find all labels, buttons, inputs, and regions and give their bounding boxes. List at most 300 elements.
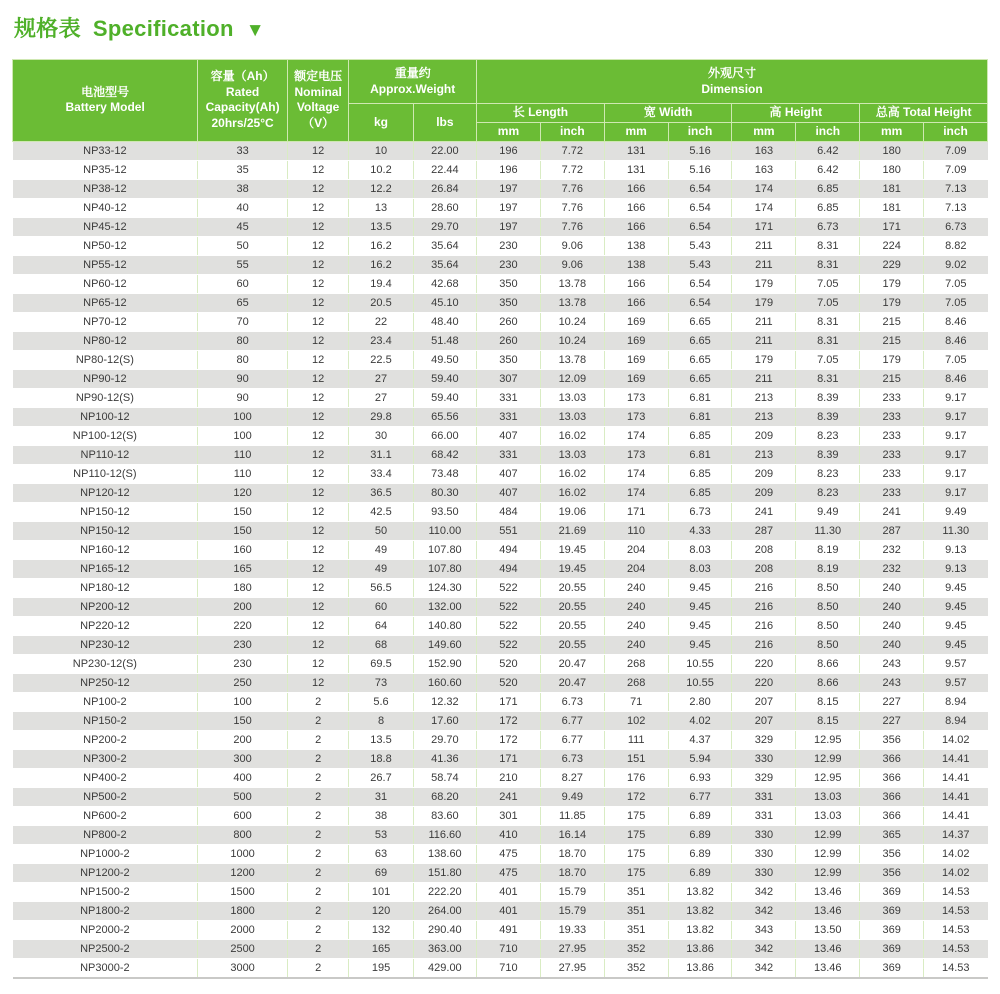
cell-width-inch: 6.54 — [668, 179, 732, 198]
cell-weight-lbs: 110.00 — [413, 521, 476, 540]
cell-height-inch: 8.31 — [796, 369, 860, 388]
cell-width-inch: 5.94 — [668, 749, 732, 768]
cell-weight-kg: 101 — [349, 882, 413, 901]
cell-total-height-inch: 14.02 — [924, 730, 988, 749]
cell-weight-lbs: 49.50 — [413, 350, 476, 369]
cell-voltage-v: 12 — [287, 616, 348, 635]
cell-model: NP100-2 — [13, 692, 198, 711]
cell-weight-kg: 68 — [349, 635, 413, 654]
header-length-inch: inch — [540, 123, 604, 142]
table-row — [13, 768, 988, 787]
cell-total-height-inch: 14.41 — [924, 768, 988, 787]
cell-height-inch: 8.31 — [796, 312, 860, 331]
cell-width-inch: 13.82 — [668, 882, 732, 901]
cell-width-inch: 6.65 — [668, 331, 732, 350]
cell-weight-lbs: 290.40 — [413, 920, 476, 939]
cell-capacity-ah: 45 — [198, 217, 288, 236]
table-row — [13, 597, 988, 616]
cell-length-inch: 19.45 — [540, 540, 604, 559]
cell-width-inch: 9.45 — [668, 578, 732, 597]
cell-capacity-ah: 160 — [198, 540, 288, 559]
cell-width-inch: 10.55 — [668, 654, 732, 673]
cell-width-mm: 240 — [604, 635, 668, 654]
cell-length-mm: 230 — [477, 255, 541, 274]
cell-total-height-inch: 8.94 — [924, 692, 988, 711]
cell-total-height-inch: 9.45 — [924, 578, 988, 597]
cell-height-inch: 7.05 — [796, 350, 860, 369]
table-row — [13, 350, 988, 369]
cell-voltage-v: 2 — [287, 958, 348, 978]
cell-height-mm: 216 — [732, 616, 796, 635]
cell-voltage-v: 2 — [287, 939, 348, 958]
cell-length-mm: 475 — [477, 844, 541, 863]
cell-total-height-mm: 233 — [860, 464, 924, 483]
cell-length-inch: 13.78 — [540, 350, 604, 369]
header-weight-lbs: lbs — [413, 104, 476, 142]
cell-length-mm: 350 — [477, 350, 541, 369]
cell-width-inch: 9.45 — [668, 597, 732, 616]
cell-height-mm: 216 — [732, 578, 796, 597]
cell-length-inch: 8.27 — [540, 768, 604, 787]
cell-length-mm: 491 — [477, 920, 541, 939]
cell-capacity-ah: 110 — [198, 464, 288, 483]
cell-width-mm: 173 — [604, 407, 668, 426]
cell-weight-lbs: 116.60 — [413, 825, 476, 844]
cell-model: NP90-12 — [13, 369, 198, 388]
cell-model: NP50-12 — [13, 236, 198, 255]
cell-width-inch: 6.81 — [668, 388, 732, 407]
cell-height-mm: 179 — [732, 350, 796, 369]
cell-height-inch: 12.99 — [796, 844, 860, 863]
cell-total-height-inch: 6.73 — [924, 217, 988, 236]
cell-width-mm: 352 — [604, 939, 668, 958]
cell-model: NP80-12 — [13, 331, 198, 350]
table-row — [13, 578, 988, 597]
cell-voltage-v: 2 — [287, 749, 348, 768]
cell-total-height-inch: 14.53 — [924, 958, 988, 978]
cell-weight-lbs: 22.00 — [413, 141, 476, 160]
header-length: 长 Length — [477, 104, 605, 123]
cell-height-inch: 13.46 — [796, 882, 860, 901]
cell-length-mm: 331 — [477, 445, 541, 464]
cell-weight-kg: 27 — [349, 388, 413, 407]
cell-height-mm: 211 — [732, 369, 796, 388]
cell-weight-lbs: 132.00 — [413, 597, 476, 616]
cell-length-mm: 484 — [477, 502, 541, 521]
cell-width-mm: 171 — [604, 502, 668, 521]
page-title-en: Specification — [92, 16, 234, 41]
cell-voltage-v: 12 — [287, 312, 348, 331]
cell-weight-kg: 49 — [349, 540, 413, 559]
cell-total-height-inch: 9.17 — [924, 445, 988, 464]
cell-capacity-ah: 110 — [198, 445, 288, 464]
cell-total-height-mm: 369 — [860, 901, 924, 920]
cell-width-inch: 4.33 — [668, 521, 732, 540]
cell-length-mm: 230 — [477, 236, 541, 255]
cell-weight-lbs: 58.74 — [413, 768, 476, 787]
cell-total-height-inch: 8.46 — [924, 331, 988, 350]
cell-total-height-inch: 7.05 — [924, 350, 988, 369]
cell-total-height-mm: 233 — [860, 426, 924, 445]
cell-length-mm: 522 — [477, 578, 541, 597]
cell-width-mm: 176 — [604, 768, 668, 787]
cell-weight-kg: 27 — [349, 369, 413, 388]
cell-width-mm: 169 — [604, 331, 668, 350]
cell-total-height-inch: 7.13 — [924, 179, 988, 198]
cell-weight-kg: 56.5 — [349, 578, 413, 597]
cell-length-mm: 301 — [477, 806, 541, 825]
cell-height-inch: 13.46 — [796, 939, 860, 958]
cell-weight-lbs: 42.68 — [413, 274, 476, 293]
cell-width-mm: 166 — [604, 217, 668, 236]
cell-capacity-ah: 80 — [198, 350, 288, 369]
cell-total-height-mm: 229 — [860, 255, 924, 274]
cell-weight-lbs: 68.42 — [413, 445, 476, 464]
cell-weight-lbs: 363.00 — [413, 939, 476, 958]
cell-weight-lbs: 83.60 — [413, 806, 476, 825]
cell-height-inch: 6.85 — [796, 179, 860, 198]
header-total-height-inch: inch — [924, 123, 988, 142]
cell-capacity-ah: 1000 — [198, 844, 288, 863]
cell-length-mm: 350 — [477, 293, 541, 312]
cell-capacity-ah: 40 — [198, 198, 288, 217]
cell-weight-kg: 132 — [349, 920, 413, 939]
header-length-mm: mm — [477, 123, 541, 142]
cell-weight-lbs: 66.00 — [413, 426, 476, 445]
cell-weight-lbs: 45.10 — [413, 293, 476, 312]
cell-width-mm: 268 — [604, 673, 668, 692]
cell-model: NP150-2 — [13, 711, 198, 730]
cell-total-height-mm: 356 — [860, 863, 924, 882]
cell-width-mm: 240 — [604, 578, 668, 597]
cell-height-mm: 211 — [732, 236, 796, 255]
cell-total-height-mm: 215 — [860, 331, 924, 350]
cell-length-mm: 210 — [477, 768, 541, 787]
cell-length-mm: 522 — [477, 597, 541, 616]
cell-height-mm: 209 — [732, 483, 796, 502]
header-total-height: 总高 Total Height — [860, 104, 988, 123]
cell-total-height-mm: 369 — [860, 920, 924, 939]
cell-weight-kg: 69 — [349, 863, 413, 882]
cell-total-height-inch: 9.13 — [924, 559, 988, 578]
table-row — [13, 616, 988, 635]
cell-capacity-ah: 80 — [198, 331, 288, 350]
cell-total-height-inch: 11.30 — [924, 521, 988, 540]
cell-capacity-ah: 90 — [198, 369, 288, 388]
cell-weight-kg: 22 — [349, 312, 413, 331]
cell-width-mm: 102 — [604, 711, 668, 730]
cell-weight-lbs: 107.80 — [413, 559, 476, 578]
cell-width-inch: 6.73 — [668, 502, 732, 521]
cell-total-height-mm: 356 — [860, 730, 924, 749]
cell-weight-kg: 10 — [349, 141, 413, 160]
header-height: 高 Height — [732, 104, 860, 123]
table-row — [13, 331, 988, 350]
header-capacity — [198, 60, 288, 142]
cell-width-mm: 166 — [604, 274, 668, 293]
cell-weight-kg: 12.2 — [349, 179, 413, 198]
cell-width-mm: 174 — [604, 483, 668, 502]
header-capacity-en2: Capacity(Ah) — [205, 100, 280, 115]
header-capacity-en1: Rated — [225, 84, 260, 99]
table-row — [13, 312, 988, 331]
cell-height-inch: 8.50 — [796, 635, 860, 654]
cell-total-height-mm: 215 — [860, 312, 924, 331]
cell-length-mm: 401 — [477, 901, 541, 920]
cell-height-inch: 11.30 — [796, 521, 860, 540]
cell-weight-lbs: 68.20 — [413, 787, 476, 806]
table-row — [13, 692, 988, 711]
cell-height-inch: 8.39 — [796, 407, 860, 426]
cell-voltage-v: 12 — [287, 293, 348, 312]
cell-model: NP250-12 — [13, 673, 198, 692]
cell-width-mm: 138 — [604, 236, 668, 255]
cell-capacity-ah: 65 — [198, 293, 288, 312]
cell-model: NP500-2 — [13, 787, 198, 806]
header-capacity-en3: 20hrs/25°C — [211, 115, 274, 130]
cell-length-inch: 19.06 — [540, 502, 604, 521]
cell-total-height-inch: 7.05 — [924, 293, 988, 312]
cell-width-mm: 175 — [604, 806, 668, 825]
cell-model: NP33-12 — [13, 141, 198, 160]
cell-weight-kg: 49 — [349, 559, 413, 578]
table-row — [13, 426, 988, 445]
cell-length-mm: 241 — [477, 787, 541, 806]
cell-length-inch: 20.55 — [540, 635, 604, 654]
cell-voltage-v: 12 — [287, 559, 348, 578]
cell-height-inch: 8.66 — [796, 654, 860, 673]
cell-weight-kg: 23.4 — [349, 331, 413, 350]
table-header — [13, 60, 988, 142]
cell-length-inch: 11.85 — [540, 806, 604, 825]
cell-height-inch: 8.39 — [796, 445, 860, 464]
cell-total-height-mm: 366 — [860, 806, 924, 825]
cell-voltage-v: 2 — [287, 806, 348, 825]
cell-width-mm: 204 — [604, 540, 668, 559]
cell-width-inch: 6.54 — [668, 217, 732, 236]
cell-height-mm: 213 — [732, 445, 796, 464]
cell-model: NP180-12 — [13, 578, 198, 597]
cell-capacity-ah: 300 — [198, 749, 288, 768]
cell-width-mm: 173 — [604, 445, 668, 464]
cell-total-height-mm: 180 — [860, 141, 924, 160]
cell-height-mm: 329 — [732, 768, 796, 787]
table-row — [13, 198, 988, 217]
cell-weight-kg: 31 — [349, 787, 413, 806]
cell-height-mm: 213 — [732, 388, 796, 407]
header-width-mm: mm — [604, 123, 668, 142]
table-row — [13, 806, 988, 825]
cell-total-height-inch: 7.09 — [924, 141, 988, 160]
cell-capacity-ah: 50 — [198, 236, 288, 255]
cell-width-mm: 351 — [604, 882, 668, 901]
cell-total-height-inch: 8.82 — [924, 236, 988, 255]
cell-width-inch: 4.02 — [668, 711, 732, 730]
cell-width-mm: 111 — [604, 730, 668, 749]
cell-capacity-ah: 165 — [198, 559, 288, 578]
header-voltage — [287, 60, 348, 142]
header-dimension-en: Dimension — [701, 81, 763, 96]
cell-length-mm: 475 — [477, 863, 541, 882]
header-width-inch: inch — [668, 123, 732, 142]
cell-length-mm: 710 — [477, 939, 541, 958]
cell-total-height-mm: 232 — [860, 559, 924, 578]
cell-model: NP2500-2 — [13, 939, 198, 958]
cell-weight-kg: 18.8 — [349, 749, 413, 768]
cell-length-mm: 407 — [477, 464, 541, 483]
cell-voltage-v: 2 — [287, 787, 348, 806]
cell-weight-lbs: 28.60 — [413, 198, 476, 217]
cell-voltage-v: 12 — [287, 350, 348, 369]
table-row — [13, 160, 988, 179]
cell-height-mm: 211 — [732, 331, 796, 350]
cell-height-mm: 343 — [732, 920, 796, 939]
cell-capacity-ah: 150 — [198, 711, 288, 730]
cell-total-height-inch: 14.53 — [924, 901, 988, 920]
cell-weight-lbs: 80.30 — [413, 483, 476, 502]
cell-capacity-ah: 35 — [198, 160, 288, 179]
cell-height-mm: 208 — [732, 559, 796, 578]
cell-weight-kg: 19.4 — [349, 274, 413, 293]
cell-capacity-ah: 150 — [198, 502, 288, 521]
cell-total-height-mm: 233 — [860, 388, 924, 407]
cell-model: NP1500-2 — [13, 882, 198, 901]
cell-height-mm: 342 — [732, 882, 796, 901]
cell-height-mm: 179 — [732, 293, 796, 312]
cell-voltage-v: 12 — [287, 426, 348, 445]
cell-model: NP160-12 — [13, 540, 198, 559]
cell-length-inch: 21.69 — [540, 521, 604, 540]
cell-height-mm: 220 — [732, 673, 796, 692]
cell-total-height-inch: 9.17 — [924, 388, 988, 407]
cell-total-height-mm: 215 — [860, 369, 924, 388]
cell-voltage-v: 12 — [287, 673, 348, 692]
cell-length-mm: 307 — [477, 369, 541, 388]
cell-height-mm: 174 — [732, 179, 796, 198]
cell-length-inch: 20.47 — [540, 673, 604, 692]
cell-weight-kg: 30 — [349, 426, 413, 445]
cell-length-mm: 410 — [477, 825, 541, 844]
cell-voltage-v: 12 — [287, 217, 348, 236]
cell-weight-lbs: 12.32 — [413, 692, 476, 711]
cell-weight-lbs: 138.60 — [413, 844, 476, 863]
cell-length-mm: 520 — [477, 673, 541, 692]
table-row — [13, 749, 988, 768]
cell-width-inch: 5.16 — [668, 160, 732, 179]
cell-height-inch: 8.66 — [796, 673, 860, 692]
table-row — [13, 369, 988, 388]
cell-model: NP55-12 — [13, 255, 198, 274]
cell-weight-lbs: 48.40 — [413, 312, 476, 331]
cell-voltage-v: 12 — [287, 236, 348, 255]
header-dimension — [477, 60, 988, 104]
cell-width-mm: 71 — [604, 692, 668, 711]
cell-height-inch: 12.95 — [796, 768, 860, 787]
cell-voltage-v: 2 — [287, 711, 348, 730]
cell-width-mm: 268 — [604, 654, 668, 673]
cell-length-inch: 9.49 — [540, 787, 604, 806]
cell-length-mm: 494 — [477, 559, 541, 578]
table-row — [13, 445, 988, 464]
cell-total-height-inch: 14.53 — [924, 882, 988, 901]
cell-height-inch: 8.31 — [796, 331, 860, 350]
cell-length-mm: 407 — [477, 483, 541, 502]
cell-length-mm: 331 — [477, 407, 541, 426]
cell-model: NP220-12 — [13, 616, 198, 635]
cell-height-inch: 8.50 — [796, 616, 860, 635]
cell-length-mm: 196 — [477, 141, 541, 160]
cell-weight-kg: 69.5 — [349, 654, 413, 673]
cell-voltage-v: 12 — [287, 388, 348, 407]
cell-width-inch: 6.89 — [668, 863, 732, 882]
cell-voltage-v: 12 — [287, 331, 348, 350]
cell-length-mm: 197 — [477, 179, 541, 198]
cell-width-inch: 13.82 — [668, 901, 732, 920]
cell-model: NP3000-2 — [13, 958, 198, 978]
cell-model: NP60-12 — [13, 274, 198, 293]
cell-length-mm: 520 — [477, 654, 541, 673]
cell-length-inch: 12.09 — [540, 369, 604, 388]
cell-capacity-ah: 1800 — [198, 901, 288, 920]
cell-weight-lbs: 65.56 — [413, 407, 476, 426]
cell-total-height-mm: 356 — [860, 844, 924, 863]
cell-length-inch: 19.33 — [540, 920, 604, 939]
cell-capacity-ah: 60 — [198, 274, 288, 293]
cell-length-inch: 27.95 — [540, 958, 604, 978]
cell-width-inch: 5.16 — [668, 141, 732, 160]
table-row — [13, 863, 988, 882]
cell-length-inch: 20.47 — [540, 654, 604, 673]
table-row — [13, 236, 988, 255]
cell-height-inch: 8.15 — [796, 692, 860, 711]
cell-weight-kg: 10.2 — [349, 160, 413, 179]
cell-total-height-inch: 9.17 — [924, 407, 988, 426]
cell-weight-lbs: 29.70 — [413, 217, 476, 236]
cell-voltage-v: 12 — [287, 445, 348, 464]
cell-width-inch: 6.54 — [668, 274, 732, 293]
cell-length-mm: 522 — [477, 616, 541, 635]
cell-capacity-ah: 200 — [198, 597, 288, 616]
cell-model: NP90-12(S) — [13, 388, 198, 407]
cell-length-inch: 13.03 — [540, 388, 604, 407]
cell-width-inch: 6.85 — [668, 464, 732, 483]
cell-total-height-mm: 179 — [860, 350, 924, 369]
cell-total-height-mm: 232 — [860, 540, 924, 559]
table-row — [13, 274, 988, 293]
cell-total-height-mm: 233 — [860, 407, 924, 426]
table-row — [13, 939, 988, 958]
cell-total-height-inch: 8.94 — [924, 711, 988, 730]
cell-height-mm: 342 — [732, 901, 796, 920]
cell-model: NP400-2 — [13, 768, 198, 787]
cell-model: NP1200-2 — [13, 863, 198, 882]
cell-length-inch: 7.72 — [540, 160, 604, 179]
cell-height-inch: 8.31 — [796, 255, 860, 274]
cell-model: NP110-12(S) — [13, 464, 198, 483]
cell-voltage-v: 12 — [287, 464, 348, 483]
cell-capacity-ah: 220 — [198, 616, 288, 635]
cell-weight-lbs: 17.60 — [413, 711, 476, 730]
cell-capacity-ah: 38 — [198, 179, 288, 198]
cell-weight-lbs: 222.20 — [413, 882, 476, 901]
cell-width-inch: 6.65 — [668, 369, 732, 388]
header-capacity-zh: 容量（Ah） — [210, 69, 275, 84]
cell-capacity-ah: 230 — [198, 635, 288, 654]
cell-weight-kg: 50 — [349, 521, 413, 540]
cell-height-mm: 330 — [732, 844, 796, 863]
cell-height-mm: 330 — [732, 749, 796, 768]
cell-weight-kg: 16.2 — [349, 255, 413, 274]
